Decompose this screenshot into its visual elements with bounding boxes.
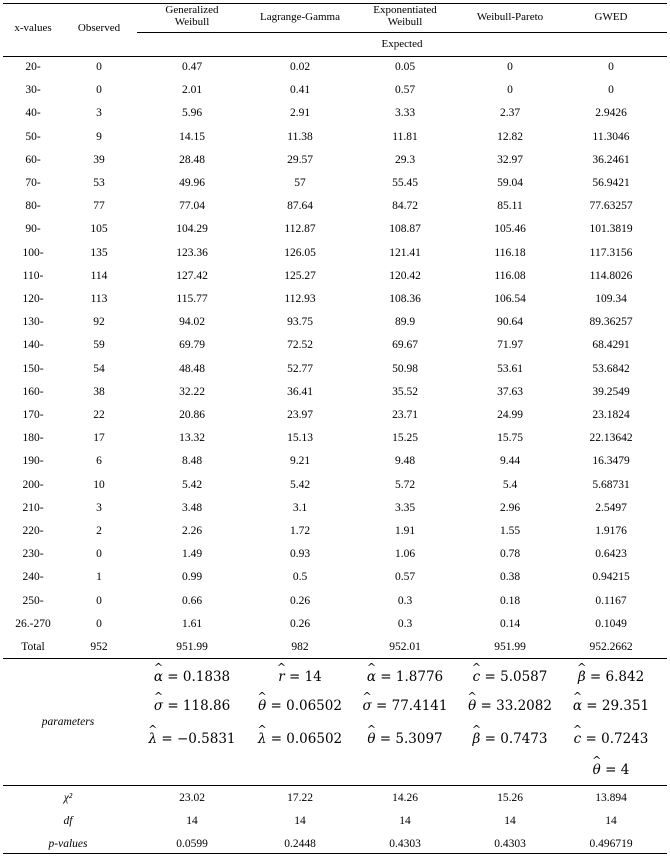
expected-cell: 2.9426 [595, 107, 627, 119]
expected-cell: 0.99 [181, 571, 203, 583]
x-value-cell: 210- [22, 502, 44, 514]
parameters-bottom-rule [3, 785, 667, 786]
parameter-estimate [132, 731, 252, 747]
parameter-value: = 33.2082 [480, 698, 552, 714]
parameter-value: = 0.06502 [270, 698, 342, 714]
expected-cell: 90.64 [497, 316, 523, 328]
expected-cell: 87.64 [287, 200, 313, 212]
observed-cell: 54 [93, 363, 105, 375]
x-value-cell: 130- [22, 316, 44, 328]
expected-cell: 9.48 [394, 455, 416, 467]
expected-cell: 9.21 [289, 455, 311, 467]
stat-value: 0.0599 [176, 838, 208, 850]
expected-cell: 127.42 [176, 270, 208, 282]
expected-cell: 105.46 [494, 223, 526, 235]
expected-cell: 35.52 [392, 386, 418, 398]
expected-cell: 0.26 [289, 595, 311, 607]
expected-cell: 5.42 [181, 479, 203, 491]
expected-cell: 126.05 [284, 247, 316, 259]
expected-cell: 0.94215 [592, 571, 630, 583]
x-value-cell: 170- [22, 409, 44, 421]
x-value-cell: 26.-270 [15, 618, 51, 630]
expected-cell: 952.01 [389, 641, 421, 653]
top-rule [3, 3, 667, 4]
expected-cell: 36.41 [287, 386, 313, 398]
observed-cell: 77 [93, 200, 105, 212]
x-value-cell: 20- [25, 61, 41, 73]
observed-cell: 0 [96, 618, 102, 630]
x-value-cell: 230- [22, 548, 44, 560]
expected-cell: 29.57 [287, 154, 313, 166]
observed-cell: 3 [96, 107, 102, 119]
parameter-symbol: ^ λ [258, 731, 267, 747]
expected-cell: 48.48 [179, 363, 205, 375]
stat-value: 17.22 [287, 792, 313, 804]
expected-cell: 108.87 [389, 223, 421, 235]
bottom-rule [3, 853, 667, 854]
parameter-symbol: ^ α [573, 698, 582, 714]
observed-cell: 59 [93, 339, 105, 351]
x-value-cell: 150- [22, 363, 44, 375]
parameter-value: = 4 [605, 762, 630, 778]
expected-cell: 2.26 [181, 525, 203, 537]
expected-cell: 3.33 [394, 107, 416, 119]
expected-cell: 23.97 [287, 409, 313, 421]
stat-label: χ² [63, 792, 73, 804]
expected-cell: 0.3 [397, 595, 413, 607]
expected-cell: 15.25 [392, 432, 418, 444]
header-lagrange-gamma: Lagrange-Gamma [259, 11, 340, 23]
expected-cell: 952.2662 [589, 641, 633, 653]
observed-cell: 0 [96, 84, 102, 96]
stat-label: df [63, 815, 73, 827]
parameter-estimate [132, 669, 252, 685]
parameter-estimate [240, 731, 360, 747]
observed-cell: 113 [90, 293, 108, 305]
expected-cell: 77.63257 [589, 200, 633, 212]
expected-cell: 1.49 [181, 548, 203, 560]
parameter-value: = −0.5831 [161, 731, 236, 747]
expected-cell: 50.98 [392, 363, 418, 375]
expected-cell: 1.72 [289, 525, 311, 537]
x-value-cell: 90- [25, 223, 41, 235]
expected-cell: 2.96 [499, 502, 521, 514]
expected-cell: 52.77 [287, 363, 313, 375]
expected-cell: 982 [291, 641, 309, 653]
parameter-symbol: ^ α [367, 669, 376, 685]
expected-cell: 0.93 [289, 548, 311, 560]
parameter-value: = 29.351 [586, 698, 650, 714]
expected-cell: 94.02 [179, 316, 205, 328]
expected-cell: 1.91 [394, 525, 416, 537]
parameter-value: = 0.06502 [270, 731, 343, 747]
expected-cell: 2.37 [499, 107, 521, 119]
expected-cell: 0 [507, 84, 513, 96]
expected-cell: 0.41 [289, 84, 311, 96]
expected-cell: 3.1 [292, 502, 308, 514]
x-value-cell: 190- [22, 455, 44, 467]
stat-value: 15.26 [497, 792, 523, 804]
expected-cell: 0.1049 [595, 618, 627, 630]
expected-cell: 53.6842 [592, 363, 630, 375]
x-value-cell: 220- [22, 525, 44, 537]
parameter-symbol: ^ θ [367, 731, 375, 747]
observed-cell: 114 [90, 270, 108, 282]
parameter-estimate [345, 698, 465, 714]
parameter-estimate [240, 669, 360, 685]
expected-cell: 0 [507, 61, 513, 73]
expected-cell: 0.1167 [595, 595, 627, 607]
parameter-value: = 0.7473 [484, 731, 548, 747]
stat-value: 14 [294, 815, 306, 827]
parameter-value: = 1.8776 [380, 669, 444, 685]
parameter-value: = 14 [288, 669, 322, 685]
expected-cell: 0 [608, 61, 614, 73]
x-value-cell: 250- [22, 595, 44, 607]
x-value-cell: 240- [22, 571, 44, 583]
expected-cell: 109.34 [595, 293, 627, 305]
stat-value: 0.4303 [494, 838, 526, 850]
expected-cell: 5.72 [394, 479, 416, 491]
expected-cell: 0.78 [499, 548, 521, 560]
observed-cell: 10 [93, 479, 105, 491]
stat-value: 14.26 [392, 792, 418, 804]
expected-cell: 1.61 [181, 618, 203, 630]
parameter-symbol: ^ β [473, 731, 481, 747]
expected-cell: 71.97 [497, 339, 523, 351]
stat-value: 0.496719 [589, 838, 633, 850]
expected-cell: 22.13642 [589, 432, 633, 444]
expected-cell: 28.48 [179, 154, 205, 166]
parameter-symbol: ^ θ [468, 698, 476, 714]
observed-cell: 3 [96, 502, 102, 514]
expected-cell: 0.3 [397, 618, 413, 630]
parameter-symbol: ^ λ [148, 731, 157, 747]
expected-cell: 112.93 [284, 293, 316, 305]
stat-value: 14 [399, 815, 411, 827]
stat-value: 14 [186, 815, 198, 827]
parameter-value: = 77.4141 [376, 698, 448, 714]
parameter-estimate [132, 698, 252, 714]
x-value-cell: 110- [22, 270, 44, 282]
expected-cell: 89.36257 [589, 316, 633, 328]
expected-cell: 951.99 [494, 641, 526, 653]
expected-cell: 5.42 [289, 479, 311, 491]
expected-cell: 121.41 [389, 247, 421, 259]
x-value-cell: 160- [22, 386, 44, 398]
expected-cell: 24.99 [497, 409, 523, 421]
header-exponentiated-weibull: Exponentiated Weibull [373, 4, 437, 28]
parameter-symbol: ^ α [154, 669, 163, 685]
expected-cell: 1.9176 [595, 525, 627, 537]
stat-label: p-values [48, 838, 88, 850]
expected-cell: 115.77 [176, 293, 208, 305]
header-bottom-rule [3, 56, 667, 57]
x-value-cell: 200- [22, 479, 44, 491]
parameter-estimate [551, 762, 670, 778]
expected-rule [137, 32, 667, 33]
expected-cell: 23.71 [392, 409, 418, 421]
expected-cell: 37.63 [497, 386, 523, 398]
expected-cell: 116.08 [494, 270, 526, 282]
header-generalized-weibull: Generalized Weibull [165, 4, 219, 28]
expected-cell: 0.02 [289, 61, 311, 73]
expected-cell: 13.32 [179, 432, 205, 444]
expected-cell: 0.38 [499, 571, 521, 583]
expected-cell: 11.81 [392, 131, 418, 143]
expected-cell: 0.47 [181, 61, 203, 73]
stat-value: 23.02 [179, 792, 205, 804]
expected-cell: 14.15 [179, 131, 205, 143]
expected-cell: 15.75 [497, 432, 523, 444]
expected-cell: 116.18 [494, 247, 526, 259]
expected-cell: 72.52 [287, 339, 313, 351]
expected-cell: 5.68731 [592, 479, 630, 491]
observed-cell: 2 [96, 525, 102, 537]
parameter-value: = 118.86 [167, 698, 231, 714]
parameter-symbol: ^ σ [154, 698, 163, 714]
expected-cell: 0.57 [394, 84, 416, 96]
expected-cell: 11.3046 [592, 131, 630, 143]
stat-value: 13.894 [595, 792, 627, 804]
x-value-cell: 100- [22, 247, 44, 259]
observed-cell: 0 [96, 61, 102, 73]
parameters-label: parameters [41, 716, 95, 728]
expected-cell: 2.5497 [595, 502, 627, 514]
x-value-cell: 40- [25, 107, 41, 119]
expected-cell: 23.1824 [592, 409, 630, 421]
expected-cell: 5.4 [502, 479, 518, 491]
expected-cell: 32.97 [497, 154, 523, 166]
expected-cell: 5.96 [181, 107, 203, 119]
expected-cell: 57 [294, 177, 306, 189]
observed-cell: 1 [96, 571, 102, 583]
stat-value: 0.2448 [284, 838, 316, 850]
parameter-value: = 0.7243 [585, 731, 649, 747]
parameter-estimate [240, 698, 360, 714]
expected-cell: 101.3819 [589, 223, 633, 235]
expected-cell: 85.11 [497, 200, 523, 212]
parameter-value: = 5.0587 [484, 669, 548, 685]
expected-cell: 0.14 [499, 618, 521, 630]
expected-cell: 108.36 [389, 293, 421, 305]
expected-cell: 59.04 [497, 177, 523, 189]
observed-cell: 0 [96, 595, 102, 607]
stat-value: 14 [504, 815, 516, 827]
observed-cell: 39 [93, 154, 105, 166]
parameter-symbol: ^ r [278, 669, 284, 685]
expected-cell: 55.45 [392, 177, 418, 189]
expected-cell: 0.66 [181, 595, 203, 607]
parameter-estimate [345, 731, 465, 747]
expected-cell: 123.36 [176, 247, 208, 259]
x-value-cell: 70- [25, 177, 41, 189]
observed-cell: 92 [93, 316, 105, 328]
stat-value: 0.4303 [389, 838, 421, 850]
expected-cell: 951.99 [176, 641, 208, 653]
parameter-symbol: ^ c [574, 731, 582, 747]
expected-cell: 106.54 [494, 293, 526, 305]
expected-cell: 32.22 [179, 386, 205, 398]
expected-cell: 3.35 [394, 502, 416, 514]
x-value-cell: 50- [25, 131, 41, 143]
observed-cell: 0 [96, 548, 102, 560]
expected-cell: 0.05 [394, 61, 416, 73]
expected-cell: 84.72 [392, 200, 418, 212]
expected-cell: 125.27 [284, 270, 316, 282]
header-gwed: GWED [594, 11, 628, 23]
parameter-symbol: ^ c [473, 669, 481, 685]
expected-cell: 20.86 [179, 409, 205, 421]
total-bottom-rule [3, 658, 667, 659]
expected-cell: 0.26 [289, 618, 311, 630]
x-value-cell: Total [21, 641, 45, 653]
stat-value: 14 [605, 815, 617, 827]
parameter-estimate [551, 698, 670, 714]
parameter-symbol: ^ θ [593, 762, 601, 778]
parameter-value: = 0.1838 [167, 669, 231, 685]
parameter-symbol: ^ σ [363, 698, 372, 714]
expected-cell: 39.2549 [592, 386, 630, 398]
header-weibull-pareto: Weibull-Pareto [476, 11, 544, 23]
expected-cell: 3.48 [181, 502, 203, 514]
observed-cell: 53 [93, 177, 105, 189]
observed-cell: 135 [90, 247, 108, 259]
expected-cell: 15.13 [287, 432, 313, 444]
parameter-symbol: ^ θ [258, 698, 266, 714]
expected-cell: 2.01 [181, 84, 203, 96]
observed-cell: 38 [93, 386, 105, 398]
x-value-cell: 140- [22, 339, 44, 351]
observed-cell: 17 [93, 432, 105, 444]
x-value-cell: 80- [25, 200, 41, 212]
expected-cell: 36.2461 [592, 154, 630, 166]
expected-cell: 8.48 [181, 455, 203, 467]
observed-cell: 952 [90, 641, 108, 653]
expected-cell: 112.87 [284, 223, 316, 235]
expected-cell: 114.8026 [589, 270, 633, 282]
expected-cell: 104.29 [176, 223, 208, 235]
parameter-estimate [551, 731, 670, 747]
expected-cell: 117.3156 [589, 247, 633, 259]
parameter-value: = 6.842 [589, 669, 645, 685]
parameter-estimate [345, 669, 465, 685]
observed-cell: 22 [93, 409, 105, 421]
expected-cell: 53.61 [497, 363, 523, 375]
expected-cell: 11.38 [287, 131, 313, 143]
parameter-estimate [551, 669, 670, 685]
observed-cell: 9 [96, 131, 102, 143]
expected-cell: 89.9 [394, 316, 416, 328]
expected-cell: 9.44 [499, 455, 521, 467]
expected-cell: 0 [608, 84, 614, 96]
expected-cell: 1.55 [499, 525, 521, 537]
observed-cell: 6 [96, 455, 102, 467]
expected-cell: 29.3 [394, 154, 416, 166]
expected-cell: 0.5 [292, 571, 308, 583]
expected-cell: 0.18 [499, 595, 521, 607]
x-value-cell: 30- [25, 84, 41, 96]
expected-cell: 12.82 [497, 131, 523, 143]
expected-cell: 68.4291 [592, 339, 630, 351]
x-value-cell: 180- [22, 432, 44, 444]
expected-cell: 56.9421 [592, 177, 630, 189]
expected-cell: 0.6423 [595, 548, 627, 560]
expected-cell: 2.91 [289, 107, 311, 119]
parameter-value: = 5.3097 [379, 731, 443, 747]
expected-cell: 69.79 [179, 339, 205, 351]
expected-cell: 16.3479 [592, 455, 630, 467]
expected-cell: 1.06 [394, 548, 416, 560]
expected-cell: 120.42 [389, 270, 421, 282]
x-value-cell: 120- [22, 293, 44, 305]
expected-cell: 77.04 [179, 200, 205, 212]
observed-cell: 105 [90, 223, 108, 235]
header-expected: Expected [381, 38, 423, 50]
expected-cell: 93.75 [287, 316, 313, 328]
header-x-values: x-values [14, 22, 52, 34]
x-value-cell: 60- [25, 154, 41, 166]
expected-cell: 69.67 [392, 339, 418, 351]
expected-cell: 0.57 [394, 571, 416, 583]
parameter-symbol: ^ β [578, 669, 586, 685]
header-observed: Observed [77, 22, 121, 34]
expected-cell: 49.96 [179, 177, 205, 189]
